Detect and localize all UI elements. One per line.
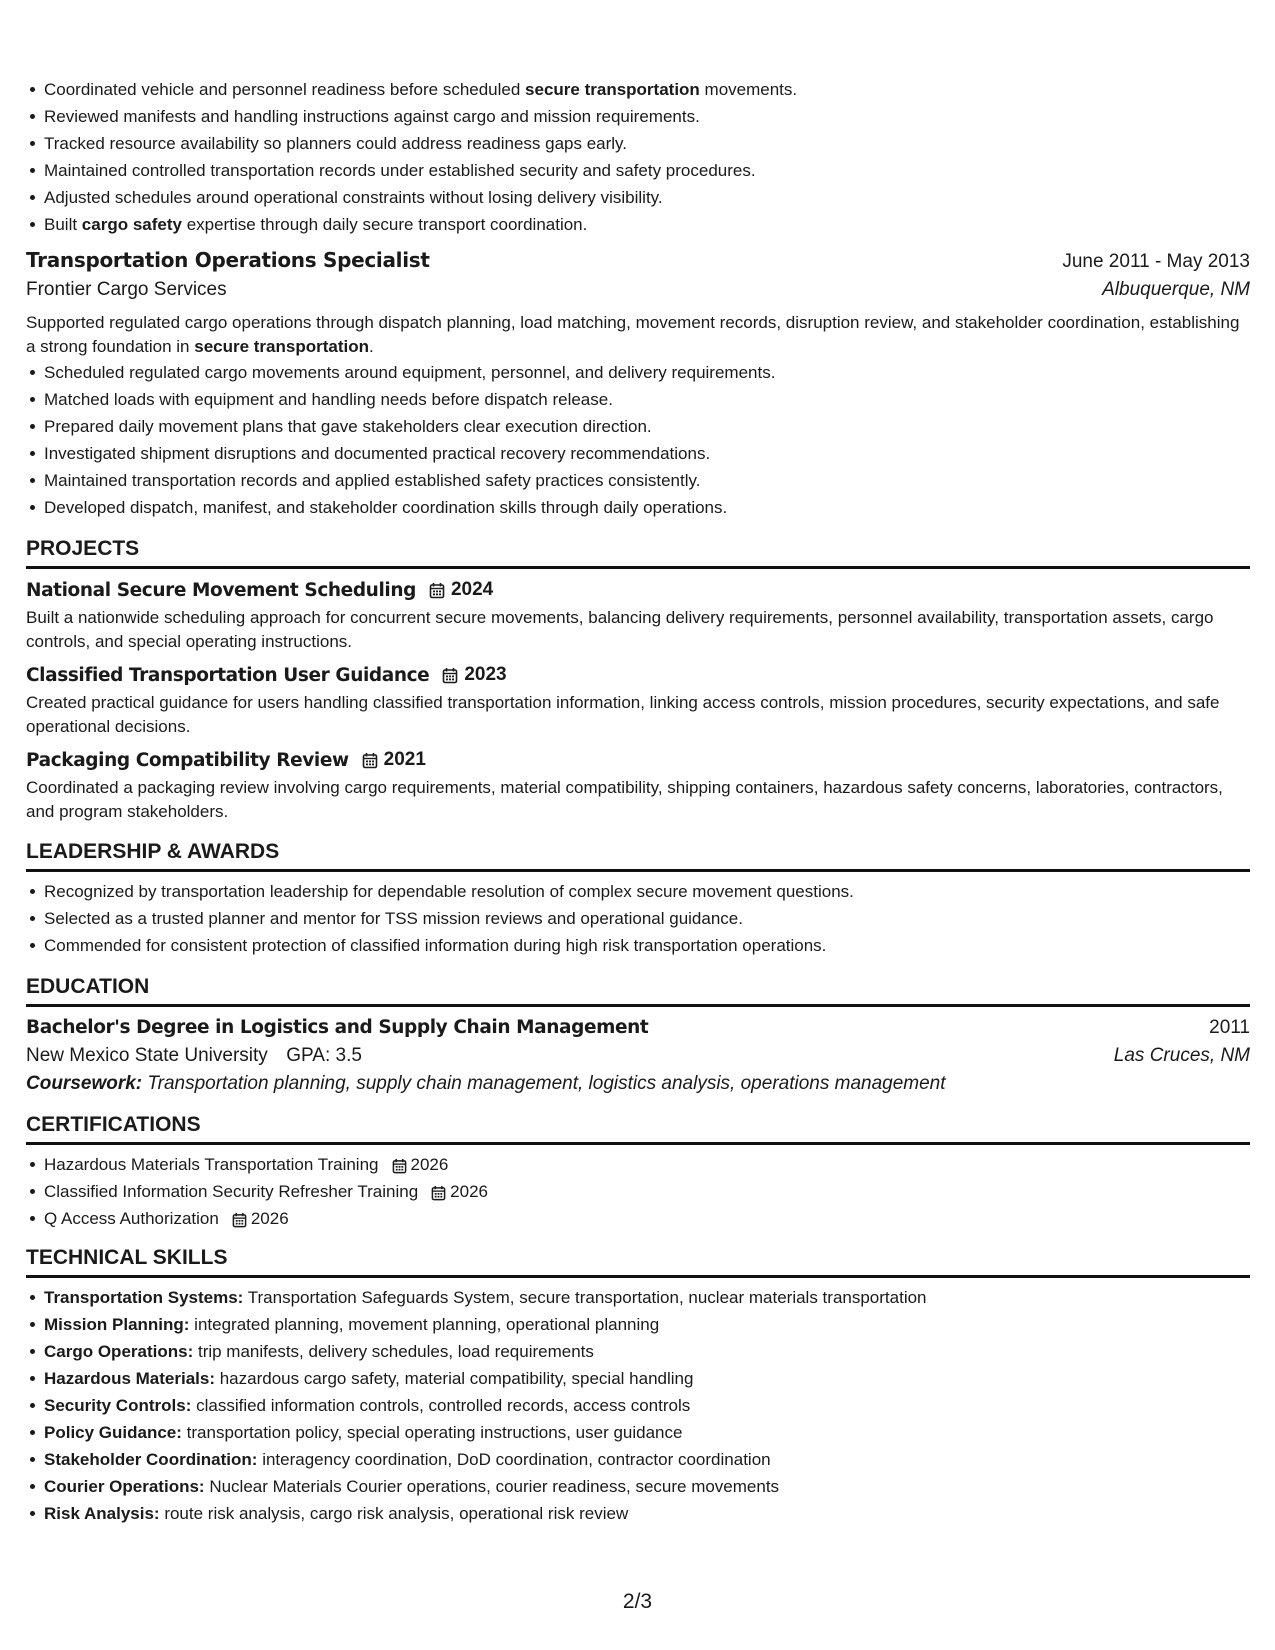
- projects-heading: PROJECTS: [26, 537, 1250, 569]
- education-entry: [26, 1017, 1250, 1095]
- degree-title: Bachelor's Degree in Logistics and Supply Chain Management: [26, 1017, 649, 1038]
- job-bullets: [26, 359, 1250, 521]
- project-item: [26, 579, 1250, 654]
- project-title: Classified Transportation User Guidance: [26, 664, 430, 686]
- list-item: Built cargo safety expertise through daily secure transport coordination.: [26, 211, 1250, 238]
- list-item: Recognized by transportation leadership for dependable resolution of complex secure movement questions.: [26, 878, 1250, 905]
- list-item: Security Controls: classified information controls, controlled records, access controls: [26, 1392, 1250, 1419]
- coursework: Coursework: Transportation planning, supply chain management, logistics analysis, operations management: [26, 1073, 946, 1094]
- calendar-icon: [362, 752, 378, 769]
- list-item: Stakeholder Coordination: interagency coordination, DoD coordination, contractor coordination: [26, 1446, 1250, 1473]
- list-item: Policy Guidance: transportation policy, special operating instructions, user guidance: [26, 1419, 1250, 1446]
- list-item: Reviewed manifests and handling instructions against cargo and mission requirements.: [26, 103, 1250, 130]
- project-title: Packaging Compatibility Review: [26, 749, 349, 771]
- leadership-heading: LEADERSHIP & AWARDS: [26, 840, 1250, 872]
- list-item: Courier Operations: Nuclear Materials Courier operations, courier readiness, secure movements: [26, 1473, 1250, 1500]
- calendar-icon: [431, 1185, 446, 1201]
- projects-section: [26, 579, 1250, 824]
- project-title: National Secure Movement Scheduling: [26, 579, 416, 601]
- list-item: Transportation Systems: Transportation Safeguards System, secure transportation, nuclear materials transportation: [26, 1284, 1250, 1311]
- job-location: Albuquerque, NM: [1102, 279, 1250, 300]
- list-item: Commended for consistent protection of classified information during high risk transportation operations.: [26, 932, 1250, 959]
- list-item: Scheduled regulated cargo movements around equipment, personnel, and delivery requirements.: [26, 359, 1250, 386]
- skills-heading: TECHNICAL SKILLS: [26, 1246, 1250, 1278]
- list-item: Tracked resource availability so planners could address readiness gaps early.: [26, 130, 1250, 157]
- list-item: Coordinated vehicle and personnel readiness before scheduled secure transportation movements.: [26, 76, 1250, 103]
- job-dates: June 2011 - May 2013: [1062, 251, 1250, 272]
- school-name: New Mexico State University: [26, 1045, 268, 1066]
- resume-page: [26, 76, 1250, 1527]
- list-item: Q Access Authorization 2026: [26, 1205, 1250, 1232]
- list-item: Developed dispatch, manifest, and stakeholder coordination skills through daily operations.: [26, 494, 1250, 521]
- list-item: Prepared daily movement plans that gave stakeholders clear execution direction.: [26, 413, 1250, 440]
- list-item: Investigated shipment disruptions and documented practical recovery recommendations.: [26, 440, 1250, 467]
- job-entry: [26, 248, 1250, 521]
- education-heading: EDUCATION: [26, 975, 1250, 1007]
- project-description: Coordinated a packaging review involving cargo requirements, material compatibility, shipping containers, hazardous safety concerns, laboratories, contractors, and program stakeholders.: [26, 778, 1223, 821]
- list-item: Matched loads with equipment and handling needs before dispatch release.: [26, 386, 1250, 413]
- job-company: Frontier Cargo Services: [26, 279, 227, 300]
- list-item: Adjusted schedules around operational constraints without losing delivery visibility.: [26, 184, 1250, 211]
- list-item: Cargo Operations: trip manifests, delivery schedules, load requirements: [26, 1338, 1250, 1365]
- gpa: GPA: 3.5: [286, 1045, 362, 1066]
- project-description: Built a nationwide scheduling approach for concurrent secure movements, balancing delivery requirements, personnel availability, transportation assets, cargo controls, and special operating instructions.: [26, 608, 1214, 651]
- calendar-icon: [232, 1212, 247, 1228]
- school-location: Las Cruces, NM: [1113, 1045, 1250, 1066]
- calendar-icon: [392, 1158, 407, 1174]
- list-item: Maintained transportation records and applied established safety practices consistently.: [26, 467, 1250, 494]
- skills-list: [26, 1284, 1250, 1527]
- project-item: [26, 664, 1250, 739]
- certifications-list: [26, 1151, 1250, 1232]
- project-year: 2024: [450, 579, 494, 600]
- previous-role-bullets: [26, 76, 1250, 238]
- certifications-heading: CERTIFICATIONS: [26, 1113, 1250, 1145]
- project-year: 2021: [383, 749, 426, 770]
- list-item: Hazardous Materials Transportation Training 2026: [26, 1151, 1250, 1178]
- page-number: 2/3: [622, 1590, 653, 1613]
- job-title: Transportation Operations Specialist: [26, 248, 430, 272]
- project-item: [26, 749, 1250, 824]
- list-item: Classified Information Security Refresher Training 2026: [26, 1178, 1250, 1205]
- list-item: Risk Analysis: route risk analysis, cargo risk analysis, operational risk review: [26, 1500, 1250, 1527]
- project-year: 2023: [464, 664, 507, 685]
- calendar-icon: [442, 667, 458, 684]
- list-item: Mission Planning: integrated planning, movement planning, operational planning: [26, 1311, 1250, 1338]
- leadership-bullets: [26, 878, 1250, 959]
- calendar-icon: [429, 582, 445, 599]
- list-item: Selected as a trusted planner and mentor for TSS mission reviews and operational guidance.: [26, 905, 1250, 932]
- degree-year: 2011: [1209, 1017, 1250, 1038]
- list-item: Maintained controlled transportation records under established security and safety procedures.: [26, 157, 1250, 184]
- list-item: Hazardous Materials: hazardous cargo safety, material compatibility, special handling: [26, 1365, 1250, 1392]
- job-summary: Supported regulated cargo operations through dispatch planning, load matching, movement records, disruption review, and stakeholder coordination, establishing a strong foundation in secure transportation.: [26, 313, 1240, 356]
- project-description: Created practical guidance for users handling classified transportation information, linking access controls, mission procedures, security expectations, and safe operational decisions.: [26, 693, 1220, 736]
